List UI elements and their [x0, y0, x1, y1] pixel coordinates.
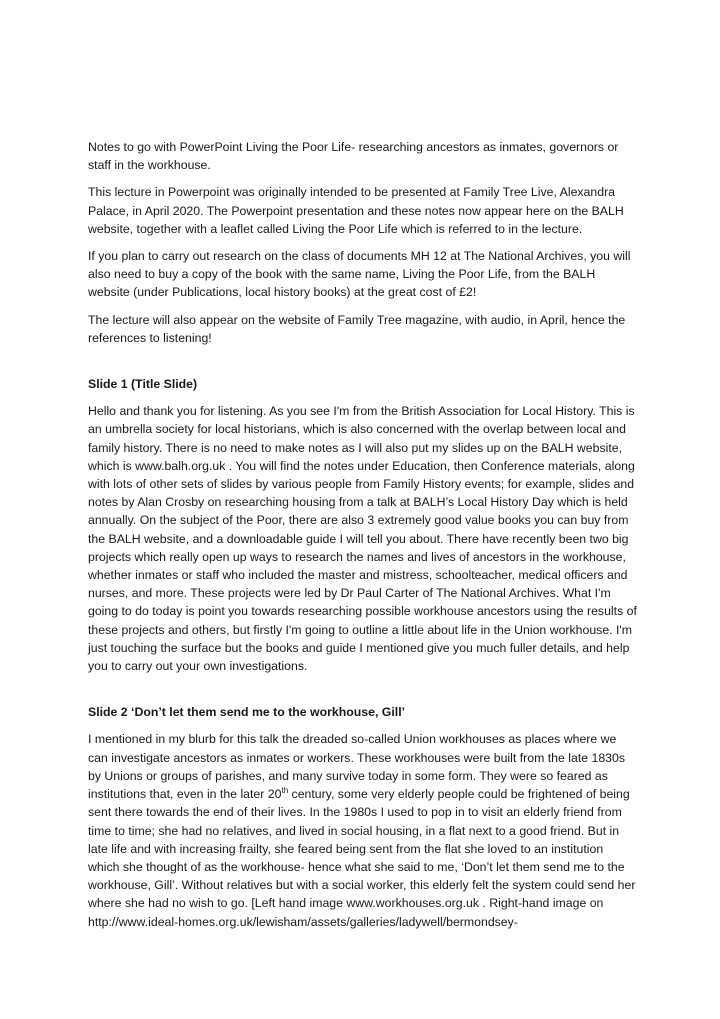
- slide2-body-part2: century, some very elderly people could be frightened of being sent there towards the end of their lives. In the 1980s I used to pop in to visit an elderly friend from time to time; she had no relatives, and lived in social housing, in a flat next to a good friend. But in late life and with increasing frailty, she feared being sent from the flat she loved to an institution which she thought of as the workhouse- hence what she said to me, ‘Don’t let them send me to the workhouse, Gill’. Without relatives but with a social worker, this elderly felt the system could send her where she had no wish to go. [Left hand image www.workhouses.org.uk . Right-hand image on http://www.ideal-homes.org.uk/lewisham/assets/galleries/ladywell/bermondsey-: [88, 787, 636, 929]
- intro-paragraph-1: Notes to go with PowerPoint Living the Poor Life- researching ancestors as inmates, governors or staff in the workhouse.: [88, 140, 619, 173]
- intro-paragraph-2: This lecture in Powerpoint was originally intended to be presented at Family Tree Live, Alexandra Palace, in April 2020. The Powerpoint presentation and these notes now appear here on the BALH website, together with a leaflet called Living the Poor Life which is referred to in the lecture.: [88, 185, 624, 236]
- intro-paragraph-4: The lecture will also appear on the website of Family Tree magazine, with audio, in April, hence the references to listening!: [88, 312, 626, 345]
- document-page: [88, 138, 638, 940]
- slide1-heading: Slide 1 (Title Slide): [88, 377, 198, 392]
- slide2-superscript: th: [281, 786, 289, 795]
- intro-paragraph-3: If you plan to carry out research on the class of documents MH 12 at The National Archives, you will also need to buy a copy of the book with the same name, Living the Poor Life, from the BALH website (under Publications, local history books) at the great cost of £2!: [88, 249, 631, 300]
- slide2-body: [88, 730, 638, 930]
- slide2-body-part1: I mentioned in my blurb for this talk the dreaded so-called Union workhouses as places where we can investigate ancestors as inmates or workers. These workhouses were built from the late 1830s by Unions or groups of parishes, and many survive today in some form. They were so feared as institutions that, even in the later 20: [88, 732, 625, 802]
- slide1-body: Hello and thank you for listening. As you see I'm from the British Association for Local History. This is an umbrella society for local historians, which is also concerned with the overlap between local and family history. There is no need to make notes as I will also put my slides up on the BALH website, which is www.balh.org.uk . You will find the notes under Education, then Conference materials, along with lots of other sets of slides by various people from Family History events; for example, slides and notes by Alan Crosby on researching housing from a talk at BALH’s Local History Day which is held annually. On the subject of the Poor, there are also 3 extremely good value books you can buy from the BALH website, and a downloadable guide I will tell you about. There have recently been two big projects which really open up ways to research the names and lives of ancestors in the workhouse, whether inmates or staff who included the master and mistress, schoolteacher, medical officers and nurses, and more. These projects were led by Dr Paul Carter of The National Archives. What I'm going to do today is point you towards researching possible workhouse ancestors using the results of these projects and others, but firstly I'm going to outline a little about life in the Union workhouse. I'm just touching the surface but the books and guide I mentioned give you much fuller details, and help you to carry out your own investigations.: [88, 404, 637, 674]
- slide2-heading: Slide 2 ‘Don’t let them send me to the workhouse, Gill’: [88, 705, 406, 720]
